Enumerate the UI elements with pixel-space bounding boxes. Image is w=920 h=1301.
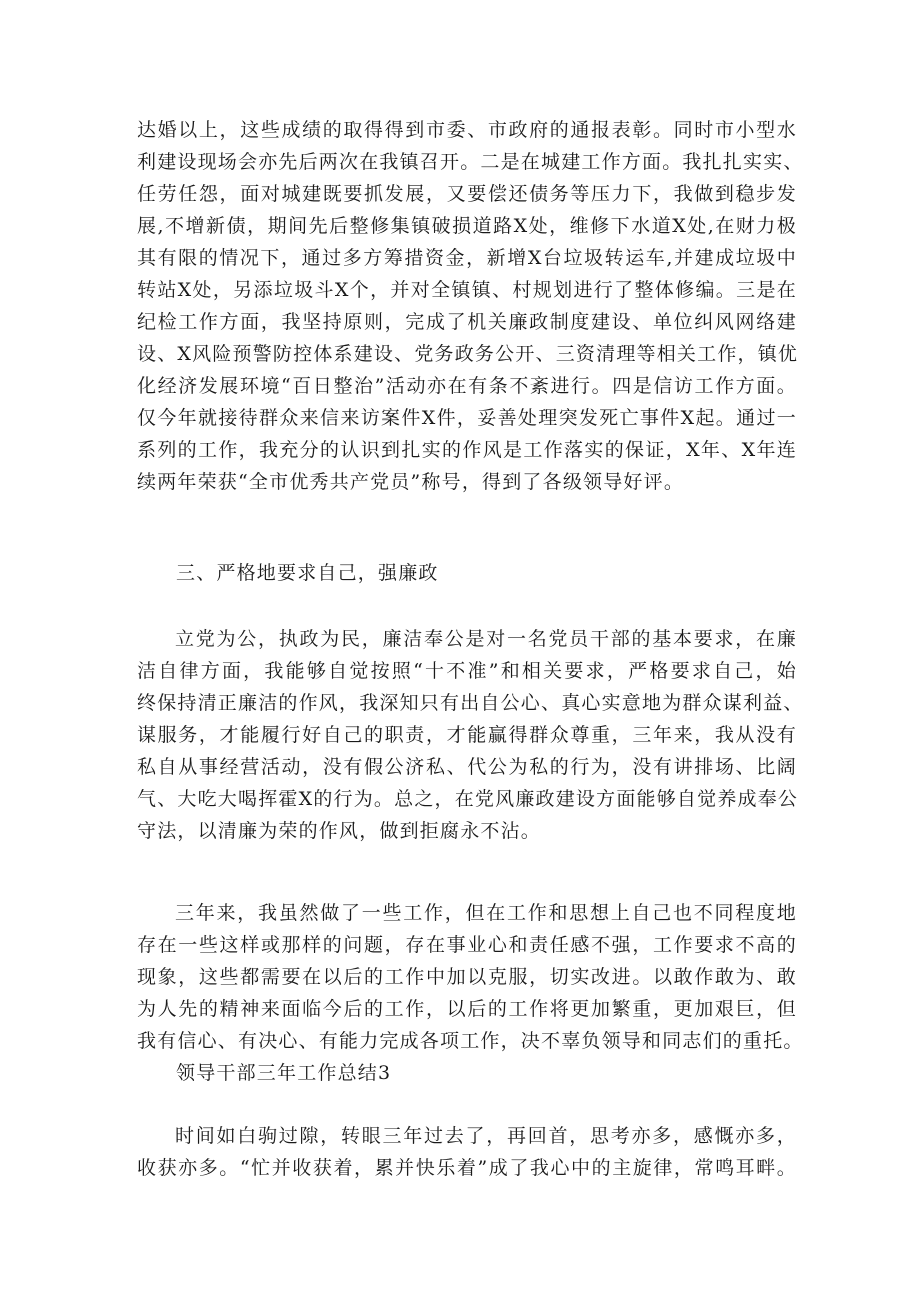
paragraph-line: 存在一些这样或那样的问题，存在事业心和责任感不强，工作要求不高的 [137, 934, 797, 956]
section-title: 领导干部三年工作总结3 [176, 1062, 392, 1084]
paragraph-line: 我有信心、有决心、有能力完成各项工作，决不辜负领导和同志们的重托。 [137, 1030, 804, 1052]
paragraph-line: 系列的工作，我充分的认识到扎实的作风是工作落实的保证，X年、X年连 [137, 439, 797, 461]
paragraph-line: 终保持清正廉洁的作风，我深知只有出自公心、真心实意地为群众谋利益、 [137, 692, 804, 714]
paragraph-line: 续两年荣获“全市优秀共产党员”称号，得到了各级领导好评。 [137, 471, 685, 493]
paragraph-shortcomings [137, 897, 804, 1057]
paragraph-line: 洁自律方面，我能够自觉按照“十不准”和相关要求，严格要求自己，始 [137, 660, 797, 682]
paragraph-line: 守法，以清廉为荣的作风，做到拒腐永不沾。 [137, 820, 542, 842]
paragraph-line: 展,不增新债，期间先后整修集镇破损道路X处，维修下水道X处,在财力极 [137, 215, 797, 237]
paragraph-integrity [137, 623, 804, 847]
paragraph-line: 任劳任怨，面对城建既要抓发展，又要偿还债务等压力下，我做到稳步发 [137, 183, 797, 205]
section-heading-integrity: 三、严格地要求自己，强廉政 [176, 562, 439, 584]
paragraph-line: 纪检工作方面，我坚持原则，完成了机关廉政制度建设、单位纠风网络建 [137, 311, 797, 333]
paragraph-achievements [137, 114, 804, 498]
paragraph-line: 时间如白驹过隙，转眼三年过去了，再回首，思考亦多，感慨亦多， [175, 1125, 797, 1147]
paragraph-line: 转站X处，另添垃圾斗X个，并对全镇镇、村规划进行了整体修编。三是在 [137, 279, 797, 301]
paragraph-line: 为人先的精神来面临今后的工作，以后的工作将更加繁重，更加艰巨，但 [137, 998, 797, 1020]
paragraph-line: 三年来，我虽然做了一些工作，但在工作和思想上自己也不同程度地 [175, 902, 797, 924]
paragraph-line: 达婚以上，这些成绩的取得得到市委、市政府的通报表彰。同时市小型水 [137, 119, 797, 141]
paragraph-line: 立党为公，执政为民，廉洁奉公是对一名党员干部的基本要求，在廉 [175, 628, 797, 650]
paragraph-line: 利建设现场会亦先后两次在我镇召开。二是在城建工作方面。我扎扎实实、 [137, 151, 804, 173]
paragraph-line: 现象，这些都需要在以后的工作中加以克服，切实改进。以敢作敢为、敢 [137, 966, 797, 988]
paragraph-line: 设、X风险预警防控体系建设、党务政务公开、三资清理等相关工作，镇优 [137, 343, 799, 365]
paragraph-line: 化经济发展环境“百日整治”活动亦在有条不紊进行。四是信访工作方面。 [137, 375, 797, 397]
paragraph-line: 谋服务，才能履行好自己的职责，才能赢得群众尊重，三年来，我从没有 [137, 724, 797, 746]
paragraph-reflection [137, 1120, 797, 1184]
paragraph-line: 其有限的情况下，通过多方筹措资金，新增X台垃圾转运车,并建成垃圾中 [137, 247, 797, 269]
paragraph-line: 收获亦多。“忙并收获着，累并快乐着”成了我心中的主旋律，常鸣耳畔。 [137, 1157, 797, 1179]
paragraph-line: 气、大吃大喝挥霍X的行为。总之，在党风廉政建设方面能够自觉养成奉公 [137, 788, 799, 810]
paragraph-line: 仅今年就接待群众来信来访案件X件，妥善处理突发死亡事件X起。通过一 [137, 407, 797, 429]
paragraph-line: 私自从事经营活动，没有假公济私、代公为私的行为，没有讲排场、比阔 [137, 756, 797, 778]
